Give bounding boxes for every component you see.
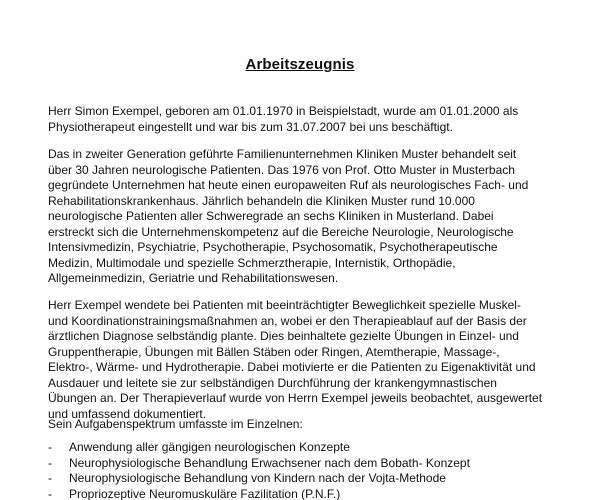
list-dash: - bbox=[48, 455, 52, 470]
paragraph-line: erstreckt sich die Unternehmenskompetenz auf die Bereiche Neurologie, Neurologische bbox=[48, 224, 514, 239]
paragraph-line: Elektro-, Wärme- und Hydrotherapie. Dabei motivierte er die Patienten zu Eigenaktivität und bbox=[48, 360, 536, 374]
paragraph-company bbox=[48, 147, 528, 287]
list-item bbox=[48, 456, 470, 472]
paragraph-tasks-intro: Sein Aufgabenspektrum umfasste im Einzelnen: bbox=[48, 417, 303, 431]
paragraph-line: Physiotherapeut eingestellt und war bis zum 31.07.2007 bei uns beschäftigt. bbox=[48, 119, 453, 134]
paragraph-line: und umfassend dokumentiert. bbox=[48, 406, 207, 421]
list-item-text: Propriozeptive Neuromuskuläre Fazilitation (P.N.F.) bbox=[69, 486, 341, 500]
list-item-text: Neurophysiologische Behandlung Erwachsener nach dem Bobath- Konzept bbox=[69, 455, 470, 470]
paragraph-line: Übungen an. Der Therapieverlauf wurde von Herrn Exempel jeweils beobachtet, ausgewertet bbox=[48, 391, 543, 405]
document-title: Arbeitszeugnis bbox=[245, 56, 355, 73]
paragraph-employment bbox=[48, 104, 518, 135]
list-item bbox=[48, 471, 470, 487]
paragraph-line: Ausdauer und leitete sie zur selbständigen Durchführung der krankengymnastischen bbox=[48, 375, 497, 390]
list-item-text: Neurophysiologische Behandlung von Kindern nach der Vojta-Methode bbox=[69, 471, 446, 485]
list-item bbox=[48, 487, 470, 500]
list-dash: - bbox=[48, 486, 52, 500]
paragraph-line: über 30 Jahren neurologische Patienten. Das 1976 von Prof. Otto Muster in Musterbach bbox=[48, 162, 515, 177]
paragraph-line: Intensivmedizin, Psychiatrie, Psychotherapie, Psychosomatik, Psychotherapeutische bbox=[48, 240, 498, 254]
paragraph-line: Allgemeinmedizin, Geriatrie und Rehabilitationswesen. bbox=[48, 271, 339, 285]
list-dash: - bbox=[48, 440, 52, 454]
list-dash: - bbox=[48, 471, 52, 485]
paragraph-line: Das in zweiter Generation geführte Familienunternehmen Kliniken Muster behandelt seit bbox=[48, 147, 517, 161]
paragraph-line: und Koordinationstrainingsmaßnahmen an, wobei er den Therapieablauf auf der Basis der bbox=[48, 313, 527, 328]
paragraph-line: ärztlichen Diagnose selbständig plante. Dies beinhaltete gezielte Übungen in Einzel- und bbox=[48, 329, 519, 343]
paragraph-line: Herr Exempel wendete bei Patienten mit beeinträchtigter Beweglichkeit spezielle Muskel- bbox=[48, 298, 521, 312]
paragraph-line: neurologische Patienten aller Schweregrade an sechs Kliniken in Musterland. Dabei bbox=[48, 209, 494, 223]
paragraph-line: gegründete Unternehmen hat heute einen europaweiten Ruf als neurologisches Fach- und bbox=[48, 178, 529, 192]
task-list bbox=[48, 440, 470, 500]
list-item bbox=[48, 440, 470, 456]
paragraph-line: Herr Simon Exempel, geboren am 01.01.1970 in Beispielstadt, wurde am 01.01.2000 als bbox=[48, 104, 519, 118]
paragraph-duties bbox=[48, 298, 542, 422]
paragraph-line: Medizin, Multimodale und spezielle Schmerztherapie, Internistik, Orthopädie, bbox=[48, 255, 456, 270]
paragraph-line: Gruppentherapie, Übungen mit Bällen Stäben oder Ringen, Atemtherapie, Massage-, bbox=[48, 344, 500, 359]
list-item-text: Anwendung aller gängigen neurologischen Konzepte bbox=[69, 440, 350, 454]
paragraph-line: Rehabilitationskrankenhaus. Jährlich behandeln die Kliniken Muster rund 10.000 bbox=[48, 193, 475, 208]
